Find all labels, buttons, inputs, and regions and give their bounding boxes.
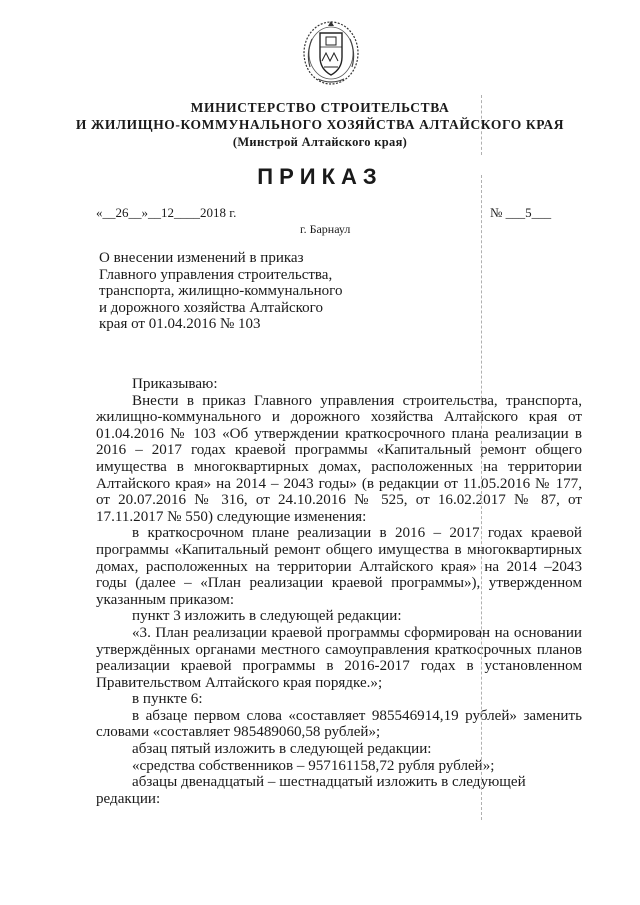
- body-paragraph: в краткосрочном плане реализации в 2016 – 2017 годах краевой программы «Капитальный ремонт общего имущества в многоквартирных домах, расположенных на территории Алтайского края» на 2014 –2043 годы (далее – «План реализации краевой программы»), утвержденном указанным приказом:: [96, 525, 582, 608]
- order-body: [96, 376, 582, 807]
- body-paragraph: «3. План реализации краевой программы сформирован на основании утверждённых органами местного самоуправления краткосрочных планов реализации краевой программы в 2016-2017 годах в установленном Правительством Алтайского края порядке.»;: [96, 624, 582, 691]
- subject-line: края от 01.04.2016 № 103: [99, 316, 261, 333]
- body-paragraph: «средства собственников – 957161158,72 рубля рублей»;: [132, 757, 495, 774]
- subject-line: О внесении изменений в приказ: [99, 250, 304, 266]
- scan-fold-line: [481, 175, 482, 820]
- order-subject: [99, 250, 359, 333]
- order-date: «__26__»__12____2018 г.: [96, 205, 237, 220]
- city-name: г. Барнаул: [300, 222, 351, 236]
- subject-line: транспорта, жилищно-коммунального: [99, 283, 343, 300]
- document-type-title: ПРИКАЗ: [257, 164, 383, 189]
- scan-fold-line: [481, 95, 482, 155]
- coat-of-arms-emblem: [300, 17, 362, 87]
- order-directive: Приказываю:: [132, 376, 218, 392]
- subject-line: и дорожного хозяйства Алтайского: [99, 299, 323, 316]
- subject-line: Главного управления строительства,: [99, 266, 333, 283]
- body-paragraph: абзац пятый изложить в следующей редакции:: [132, 741, 432, 758]
- order-number: № ___5___: [490, 205, 552, 220]
- ministry-title-line1: МИНИСТЕРСТВО СТРОИТЕЛЬСТВА: [190, 100, 450, 115]
- ministry-title-line2: И ЖИЛИЩНО-КОММУНАЛЬНОГО ХОЗЯЙСТВА АЛТАЙСКОГО КРАЯ: [75, 117, 565, 132]
- ministry-short-name: (Минстрой Алтайского края): [232, 135, 408, 149]
- body-paragraph: пункт 3 изложить в следующей редакции:: [132, 608, 402, 625]
- body-paragraph: Внести в приказ Главного управления строительства, транспорта, жилищно-коммунального и дорожного хозяйства Алтайского края от 01.04.2016 № 103 «Об утверждении краткосрочного плана реализации в 2016 – 2017 годах краевой программы «Капитальный ремонт общего имущества в многоквартирных домах, расположенных на территории Алтайского края» на 2014 – 2043 годы» (в редакции от 11.05.2016 № 177, от 20.07.2016 № 316, от 24.10.2016 № 525, от 16.02.2017 № 87, от 17.11.2017 № 550) следующие изменения:: [96, 392, 582, 525]
- body-paragraph: абзацы двенадцатый – шестнадцатый изложить в следующей редакции:: [96, 774, 526, 807]
- body-paragraph: в абзаце первом слова «составляет 985546914,19 рублей» заменить словами «составляет 985489060,58 рублей»;: [96, 707, 582, 741]
- body-paragraph: в пункте 6:: [132, 691, 203, 708]
